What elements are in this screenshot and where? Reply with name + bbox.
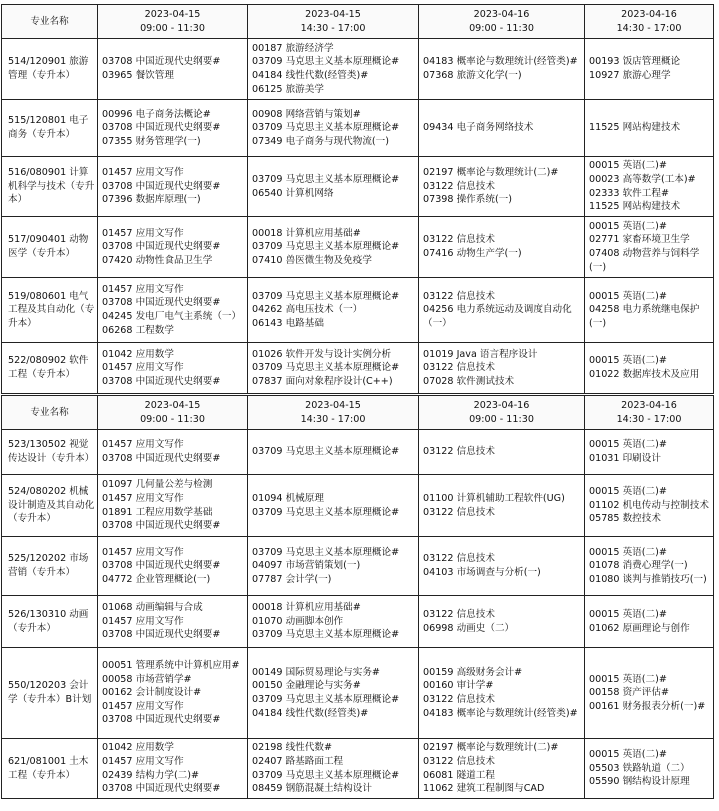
course-entry: 03122 信息技术 [423, 290, 495, 302]
course-entry: 03122 信息技术 [423, 608, 495, 620]
exam-cell [98, 343, 248, 394]
major-name: 514/120901 旅游管理（专升本） [2, 39, 98, 100]
course-entry: 01102 机电传动与控制技术 [589, 499, 709, 511]
course-entry: 03122 信息技术 [423, 755, 495, 767]
course-entry: 01097 几何量公差与检测 [102, 479, 213, 491]
table-row [2, 278, 714, 343]
session-time: 14:30 - 17:00 [300, 22, 366, 34]
course-entry: 06081 隧道工程 [423, 769, 495, 781]
course-entry: 01457 应用文写作 [102, 283, 184, 295]
exam-schedule-table-1 [1, 4, 714, 394]
course-entry: 00018 计算机应用基础# [252, 227, 361, 239]
course-entry: 01070 动画脚本创作 [252, 615, 344, 627]
course-entry: 02197 概率论与数理统计(二)# [423, 742, 559, 754]
course-entry: 07368 旅游文化学(一) [423, 70, 522, 81]
session-time: 09:00 - 11:30 [140, 22, 205, 34]
course-entry: 00015 英语(二)# [589, 749, 667, 761]
course-entry: 11525 网站构建技术 [589, 122, 681, 134]
course-entry: 01100 计算机辅助工程软件(UG) [423, 492, 565, 504]
session-time: 14:30 - 17:00 [300, 413, 366, 425]
table-row [2, 157, 714, 217]
exam-cell [98, 475, 248, 537]
table-row [2, 100, 714, 157]
session-time: 09:00 - 11:30 [469, 22, 534, 34]
course-entry: 04772 企业管理概论(一) [102, 573, 211, 585]
course-entry: 01078 消费心理学(一) [589, 560, 688, 572]
course-entry: 03708 中国近现代史纲要# [102, 56, 221, 68]
major-name: 522/080902 软件工程（专升本） [2, 343, 98, 394]
course-entry: 03708 中国近现代史纲要# [102, 453, 221, 464]
session-header [248, 396, 419, 430]
session-date: 2023-04-16 [473, 399, 530, 411]
course-entry: 07408 动物营养与饲料学(一) [589, 248, 700, 273]
course-entry: 00015 英语(二)# [589, 290, 667, 302]
exam-cell [419, 648, 585, 739]
exam-cell [419, 739, 585, 799]
course-entry: 04183 概率论与数理统计(经管类)# [423, 707, 578, 719]
course-entry: 07355 财务管理学(一) [102, 135, 201, 147]
course-entry: 03122 信息技术 [423, 234, 495, 246]
course-entry: 00149 国际贸易理论与实务# [252, 666, 380, 678]
course-entry: 03122 信息技术 [423, 694, 495, 705]
course-entry: 04262 高电压技术（一） [252, 304, 363, 316]
course-entry: 02771 家畜环境卫生学 [589, 234, 690, 246]
exam-cell [419, 217, 585, 278]
exam-cell [419, 278, 585, 343]
course-entry: 11062 建筑工程制图与CAD [423, 783, 545, 795]
course-entry: 03708 中国近现代史纲要# [102, 520, 221, 532]
session-date: 2023-04-15 [144, 399, 201, 411]
exam-cell [248, 648, 419, 739]
course-entry: 03709 马克思主义基本原理概论# [252, 241, 400, 253]
course-entry: 03709 马克思主义基本原理概论# [252, 446, 400, 458]
course-entry: 07420 动物性食品卫生学 [102, 254, 213, 266]
course-entry: 03122 信息技术 [423, 446, 495, 458]
course-entry: 00051 管理系统中计算机应用# [102, 660, 240, 672]
course-entry: 01457 应用文写作 [102, 167, 184, 179]
course-entry: 04184 线性代数(经管类)# [252, 707, 369, 719]
course-entry: 00160 审计学# [423, 680, 494, 692]
header-row [2, 5, 714, 39]
table-row [2, 596, 714, 648]
major-name: 526/130310 动画（专升本） [2, 596, 98, 648]
course-entry: 01019 Java 语言程序设计 [423, 348, 538, 360]
course-entry: 09434 电子商务网络技术 [423, 122, 534, 134]
exam-cell [585, 39, 714, 100]
major-column-header: 专业名称 [2, 396, 98, 430]
course-entry: 03122 信息技术 [423, 362, 495, 374]
course-entry: 00159 高级财务会计# [423, 666, 523, 678]
course-entry: 01457 应用文写作 [102, 362, 184, 374]
exam-cell [585, 537, 714, 596]
table-row [2, 739, 714, 799]
course-entry: 00187 旅游经济学 [252, 42, 334, 54]
course-entry: 00996 电子商务法概论# [102, 108, 211, 120]
exam-cell [419, 475, 585, 537]
course-entry: 00015 英语(二)# [589, 355, 667, 367]
course-entry: 03709 马克思主义基本原理概论# [252, 694, 400, 705]
session-header [248, 5, 419, 39]
exam-cell [98, 739, 248, 799]
course-entry: 00015 英语(二)# [589, 546, 667, 558]
course-entry: 00015 英语(二)# [589, 220, 667, 232]
exam-cell [248, 157, 419, 217]
course-entry: 02439 结构力学(二)# [102, 769, 200, 781]
course-entry: 00908 网络营销与策划# [252, 108, 361, 120]
course-entry: 03708 中国近现代史纲要# [102, 783, 221, 795]
table-row [2, 217, 714, 278]
course-entry: 02407 路基路面工程 [252, 755, 344, 767]
exam-cell [585, 278, 714, 343]
course-entry: 04245 发电厂电气主系统（一） [102, 311, 242, 322]
exam-cell [248, 430, 419, 475]
exam-cell [98, 157, 248, 217]
course-entry: 00015 英语(二)# [589, 673, 667, 685]
session-date: 2023-04-16 [621, 8, 677, 20]
course-entry: 06268 工程数学 [102, 324, 174, 336]
course-entry: 00015 英语(二)# [589, 608, 667, 620]
exam-schedule-table-2 [1, 395, 714, 799]
exam-cell [98, 278, 248, 343]
exam-cell [419, 157, 585, 217]
session-time: 09:00 - 11:30 [140, 413, 205, 425]
course-entry: 04258 电力系统继电保护(一) [589, 304, 700, 329]
course-entry: 03708 中国近现代史纲要# [102, 560, 221, 572]
course-entry: 00158 资产评估# [589, 687, 669, 699]
course-entry: 01042 应用数学 [102, 742, 174, 754]
header-row [2, 396, 714, 430]
course-entry: 03709 马克思主义基本原理概论# [252, 506, 400, 518]
session-date: 2023-04-15 [305, 399, 361, 411]
course-entry: 04256 电力系统远动及调度自动化（一） [423, 304, 572, 329]
session-header [419, 396, 585, 430]
exam-cell [98, 100, 248, 157]
course-entry: 03709 马克思主义基本原理概论# [252, 769, 400, 781]
course-entry: 03965 餐饮管理 [102, 70, 174, 81]
course-entry: 01068 动画编辑与合成 [102, 602, 203, 614]
course-entry: 01457 应用文写作 [102, 700, 184, 712]
course-entry: 03709 马克思主义基本原理概论# [252, 173, 400, 185]
major-name: 523/130502 视觉传达设计（专升本） [2, 430, 98, 475]
course-entry: 02333 软件工程# [589, 187, 669, 199]
exam-cell [98, 217, 248, 278]
major-name: 516/080901 计算机科学与技术（专升本） [2, 157, 98, 217]
major-name: 525/120202 市场营销（专升本） [2, 537, 98, 596]
session-date: 2023-04-15 [305, 8, 361, 20]
major-name: 524/080202 机械设计制造及其自动化（专升本） [2, 475, 98, 537]
course-entry: 06125 旅游美学 [252, 83, 324, 95]
exam-cell [585, 475, 714, 537]
session-date: 2023-04-15 [144, 8, 201, 20]
exam-cell [248, 39, 419, 100]
course-entry: 07416 动物生产学(一) [423, 248, 522, 259]
exam-cell [98, 430, 248, 475]
exam-cell [419, 100, 585, 157]
course-entry: 00015 英语(二)# [589, 439, 667, 451]
exam-cell [248, 100, 419, 157]
course-entry: 00023 高等数学(工本)# [589, 173, 696, 185]
table-row [2, 648, 714, 739]
course-entry: 07349 电子商务与现代物流(一) [252, 135, 389, 147]
course-entry: 06143 电路基础 [252, 317, 324, 329]
course-entry: 02198 线性代数# [252, 742, 332, 754]
exam-cell [419, 343, 585, 394]
course-entry: 01022 数据库技术及应用 [589, 369, 700, 380]
course-entry: 00015 英语(二)# [589, 486, 667, 498]
course-entry: 01457 应用文写作 [102, 439, 184, 451]
course-entry: 01042 应用数学 [102, 348, 174, 360]
exam-cell [248, 278, 419, 343]
course-entry: 03709 马克思主义基本原理概论# [252, 362, 400, 374]
course-entry: 11525 网站构建技术 [589, 201, 681, 213]
exam-cell [585, 343, 714, 394]
course-entry: 01026 软件开发与设计实例分析 [252, 348, 392, 360]
course-entry: 07398 操作系统(一) [423, 194, 513, 206]
table-row [2, 39, 714, 100]
course-entry: 05590 钢结构设计原理 [589, 776, 690, 788]
course-entry: 06998 动画史（二） [423, 622, 515, 634]
course-entry: 04183 概率论与数理统计(经管类)# [423, 56, 578, 68]
session-time: 14:30 - 17:00 [616, 22, 682, 34]
course-entry: 03709 马克思主义基本原理概论# [252, 629, 400, 641]
session-date: 2023-04-16 [621, 399, 677, 411]
course-entry: 04103 市场调查与分析(一) [423, 567, 541, 578]
course-entry: 01062 原画理论与创作 [589, 622, 690, 634]
course-entry: 03708 中国近现代史纲要# [102, 375, 221, 387]
session-header [585, 396, 714, 430]
course-entry: 01457 应用文写作 [102, 755, 184, 767]
course-entry: 07410 兽医微生物及免疫学 [252, 254, 372, 266]
session-header [98, 396, 248, 430]
course-entry: 00150 金融理论与实务# [252, 680, 361, 692]
course-entry: 00162 会计制度设计# [102, 687, 202, 699]
course-entry: 01031 印刷设计 [589, 453, 661, 464]
exam-cell [585, 739, 714, 799]
course-entry: 01094 机械原理 [252, 492, 324, 504]
course-entry: 04097 市场营销策划(一) [252, 560, 361, 572]
exam-cell [585, 596, 714, 648]
course-entry: 01457 应用文写作 [102, 492, 184, 504]
table-row [2, 537, 714, 596]
course-entry: 01080 谈判与推销技巧(一) [589, 573, 707, 585]
exam-cell [585, 648, 714, 739]
course-entry: 07396 数据库原理(一) [102, 194, 201, 206]
course-entry: 07787 会计学(一) [252, 573, 332, 585]
exam-cell [585, 217, 714, 278]
major-name: 621/081001 土木工程（专升本） [2, 739, 98, 799]
course-entry: 03709 马克思主义基本原理概论# [252, 546, 400, 558]
course-entry: 03708 中国近现代史纲要# [102, 714, 221, 726]
course-entry: 03709 马克思主义基本原理概论# [252, 290, 400, 302]
exam-cell [248, 217, 419, 278]
session-header [585, 5, 714, 39]
course-entry: 03122 信息技术 [423, 506, 495, 518]
major-name: 517/090401 动物医学（专升本） [2, 217, 98, 278]
session-time: 09:00 - 11:30 [469, 413, 534, 425]
course-entry: 01457 应用文写作 [102, 227, 184, 239]
course-entry: 03708 中国近现代史纲要# [102, 629, 221, 641]
exam-cell [419, 596, 585, 648]
major-name: 515/120801 电子商务（专升本） [2, 100, 98, 157]
session-header [419, 5, 585, 39]
exam-cell [585, 100, 714, 157]
course-entry: 03708 中国近现代史纲要# [102, 297, 221, 309]
exam-cell [419, 39, 585, 100]
course-entry: 03708 中国近现代史纲要# [102, 241, 221, 253]
course-entry: 00058 市场营销学# [102, 673, 192, 685]
exam-cell [248, 739, 419, 799]
exam-cell [248, 537, 419, 596]
exam-cell [248, 596, 419, 648]
exam-cell [98, 596, 248, 648]
course-entry: 01457 应用文写作 [102, 546, 184, 558]
course-entry: 03709 马克思主义基本原理概论# [252, 56, 400, 68]
course-entry: 00015 英语(二)# [589, 160, 667, 172]
course-entry: 00018 计算机应用基础# [252, 602, 361, 614]
course-entry: 04184 线性代数(经管类)# [252, 70, 369, 81]
course-entry: 01457 应用文写作 [102, 615, 184, 627]
course-entry: 03708 中国近现代史纲要# [102, 180, 221, 192]
exam-cell [585, 430, 714, 475]
major-name: 519/080601 电气工程及其自动化（专升本） [2, 278, 98, 343]
exam-cell [248, 343, 419, 394]
exam-cell [98, 648, 248, 739]
major-name: 550/120203 会计学（专升本）B计划 [2, 648, 98, 739]
course-entry: 00193 饭店管理概论 [589, 56, 681, 68]
exam-cell [98, 537, 248, 596]
course-entry: 03122 信息技术 [423, 553, 495, 565]
course-entry: 03709 马克思主义基本原理概论# [252, 122, 400, 134]
course-entry: 08459 钢筋混凝土结构设计 [252, 783, 372, 795]
session-time: 14:30 - 17:00 [616, 413, 682, 425]
major-column-header: 专业名称 [2, 5, 98, 39]
course-entry: 01891 工程应用数学基础 [102, 506, 213, 518]
course-entry: 03122 信息技术 [423, 180, 495, 192]
course-entry: 05503 铁路轨道（二） [589, 762, 690, 774]
course-entry: 07028 软件测试技术 [423, 375, 515, 387]
course-entry: 03708 中国近现代史纲要# [102, 122, 221, 134]
session-header [98, 5, 248, 39]
table-row [2, 430, 714, 475]
course-entry: 05785 数控技术 [589, 513, 661, 525]
exam-cell [419, 537, 585, 596]
table-row [2, 475, 714, 537]
course-entry: 02197 概率论与数理统计(二)# [423, 167, 559, 179]
course-entry: 07837 面向对象程序设计(C++) [252, 375, 393, 387]
course-entry: 10927 旅游心理学 [589, 70, 671, 81]
exam-cell [98, 39, 248, 100]
table-row [2, 343, 714, 394]
course-entry: 00161 财务报表分析(一)# [589, 700, 706, 712]
exam-cell [419, 430, 585, 475]
exam-cell [585, 157, 714, 217]
course-entry: 06540 计算机网络 [252, 187, 334, 199]
session-date: 2023-04-16 [473, 8, 530, 20]
exam-cell [248, 475, 419, 537]
